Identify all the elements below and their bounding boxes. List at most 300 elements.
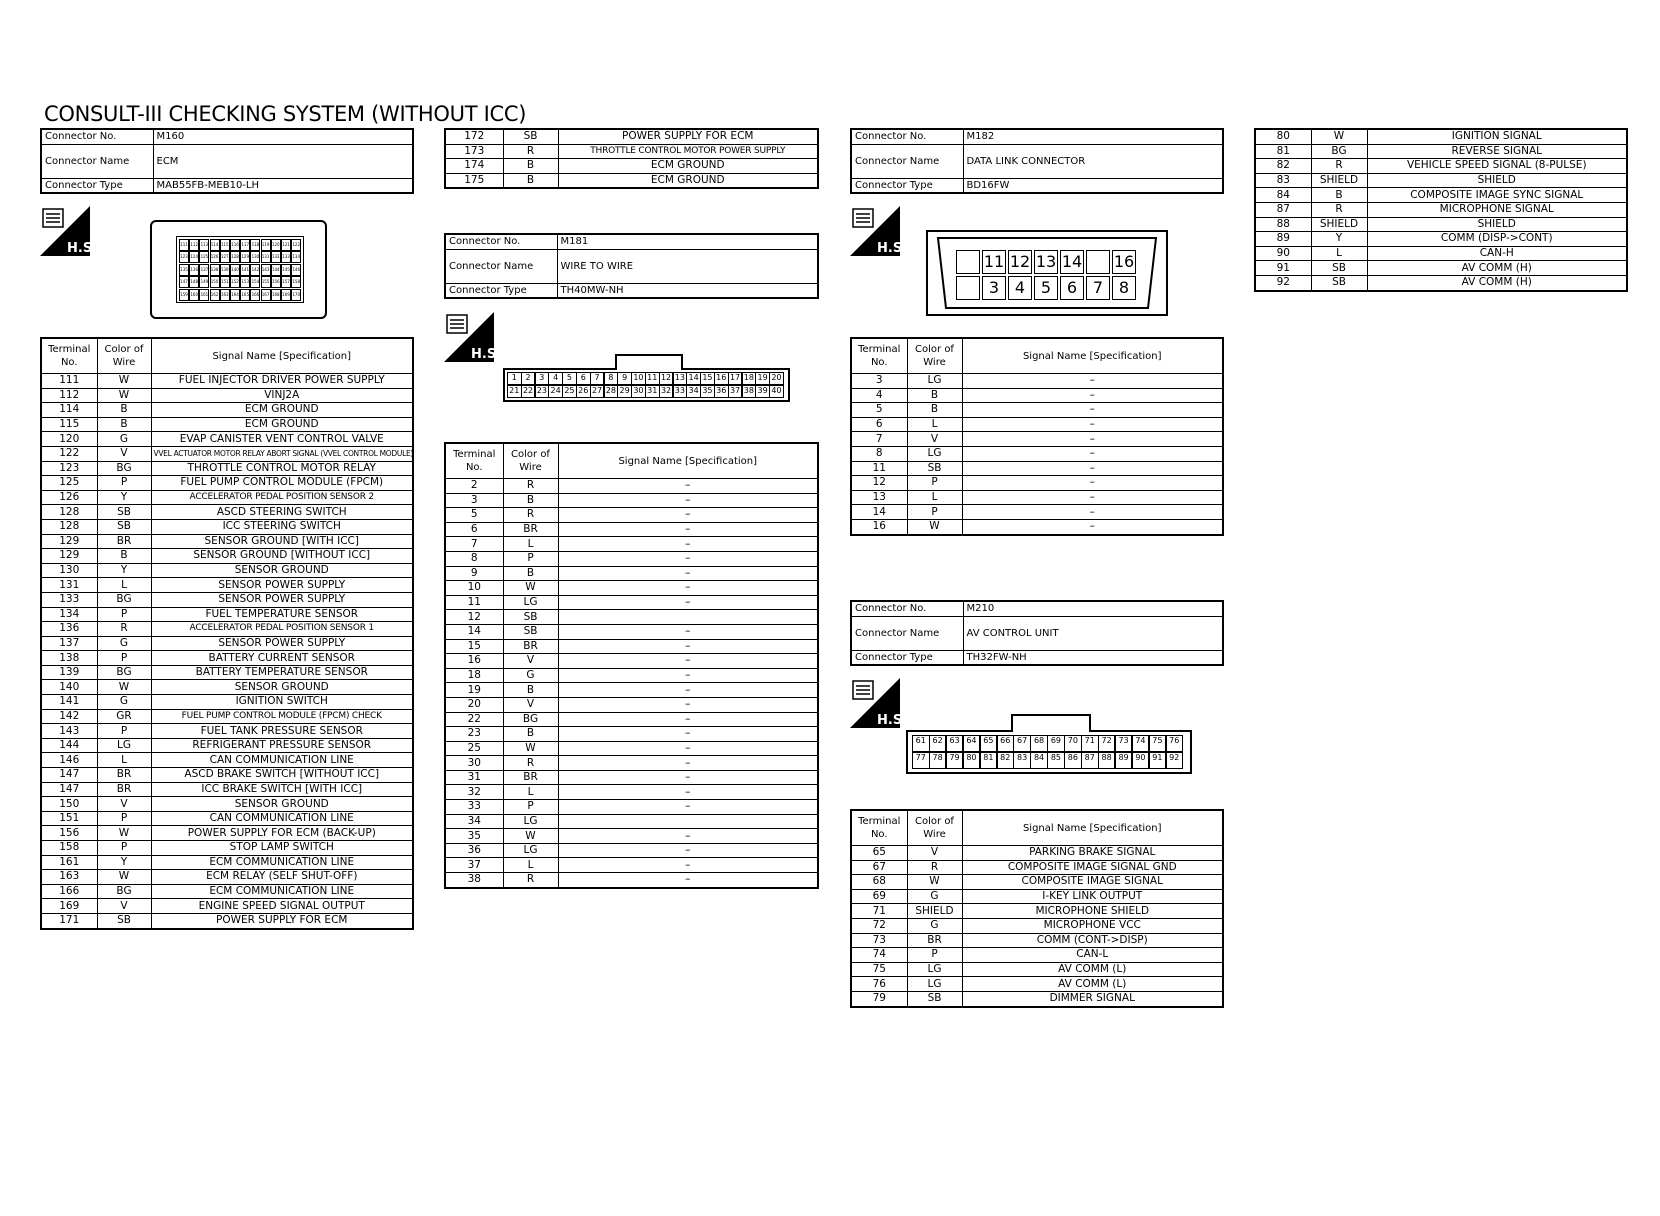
connector-pin: 24 [548,385,563,398]
signal-name-cell: IGNITION SWITCH [151,695,413,710]
connector-pin: 86 [1064,752,1082,769]
signal-name-cell: – [558,843,818,858]
wire-color-cell: P [97,811,151,826]
table-row [41,651,413,666]
wire-color-cell: B [97,549,151,564]
signal-name-cell: VVEL ACTUATOR MOTOR RELAY ABORT SIGNAL (VVEL CONTROL MODULE) [151,446,413,461]
signal-name-cell: FUEL PUMP CONTROL MODULE (FPCM) CHECK [151,709,413,724]
signal-name-cell: – [558,537,818,552]
connector-pin: 129 [240,251,250,263]
terminal-no-cell: 161 [41,855,97,870]
connector-no-value: M181 [557,234,818,249]
terminal-no-cell: 83 [1255,173,1311,188]
terminal-no-cell: 172 [445,129,503,144]
table-row [1255,202,1627,217]
connector-pin: 12 [1008,250,1032,274]
terminal-no-cell: 147 [41,768,97,783]
connector-pin: 26 [576,385,591,398]
wire-color-cell: L [97,578,151,593]
connector-pin: 14 [686,372,701,385]
connector-pin: 12 [659,372,674,385]
table-row [1255,246,1627,261]
connector-pin: 72 [1098,735,1116,752]
wire-color-cell: SB [97,913,151,928]
signal-name-cell: – [558,712,818,727]
signal-name-cell: – [558,508,818,523]
wire-color-cell: BR [97,768,151,783]
signal-name-cell: BATTERY TEMPERATURE SENSOR [151,665,413,680]
table-row [41,417,413,432]
connector-pin: 8 [1112,276,1136,300]
signal-name-cell: THROTTLE CONTROL MOTOR POWER SUPPLY [558,144,818,159]
terminal-no-cell: 14 [445,624,503,639]
signal-name-cell: SENSOR POWER SUPPLY [151,636,413,651]
connector-pin: 114 [210,239,220,251]
connector-name-value: WIRE TO WIRE [557,249,818,283]
table-row [41,782,413,797]
terminal-no-cell: 37 [445,858,503,873]
signal-name-cell: SENSOR GROUND [151,563,413,578]
connector-pin: 21 [507,385,522,398]
terminal-no-header: Terminal No. [445,443,503,479]
signal-name-cell: FUEL PUMP CONTROL MODULE (FPCM) [151,476,413,491]
signal-name-cell: – [558,829,818,844]
table-row [445,159,818,174]
signal-name-cell: – [558,493,818,508]
connector-name-value: AV CONTROL UNIT [963,616,1223,650]
connector-no-label: Connector No. [445,234,557,249]
table-row [445,829,818,844]
connector-pin: 25 [562,385,577,398]
signal-name-cell: CAN COMMUNICATION LINE [151,811,413,826]
m160-continued-table [444,128,819,189]
terminal-no-cell: 3 [445,493,503,508]
wire-color-cell: BG [503,712,558,727]
connector-pin: 140 [230,264,240,276]
wire-color-cell: Y [97,563,151,578]
wire-color-cell: P [97,476,151,491]
table-row [41,476,413,491]
terminal-no-cell: 2 [445,479,503,494]
wire-color-cell: SB [503,624,558,639]
connector-pin: 154 [250,276,260,288]
connector-pin: 2 [521,372,536,385]
table-row [41,578,413,593]
connector-pin: 158 [291,276,301,288]
wire-color-cell: L [97,753,151,768]
table-row [445,610,818,625]
wire-color-cell: LG [907,962,962,977]
terminal-no-cell: 122 [41,446,97,461]
table-row [41,870,413,885]
wire-color-cell: LG [503,814,558,829]
signal-name-cell: SENSOR GROUND [WITH ICC] [151,534,413,549]
table-row [851,860,1223,875]
signal-name-cell: AV COMM (H) [1367,275,1627,290]
table-row [445,639,818,654]
connector-pin: 22 [521,385,536,398]
terminal-no-cell: 120 [41,432,97,447]
wire-color-cell: W [503,829,558,844]
table-row [1255,188,1627,203]
m160-connector-face [150,220,327,319]
terminal-no-cell: 12 [445,610,503,625]
connector-pin: 6 [1060,276,1084,300]
connector-pin: 16 [714,372,729,385]
connector-pin: 83 [1013,752,1031,769]
table-row [445,566,818,581]
signal-name-cell: – [558,785,818,800]
connector-pin [956,276,980,300]
harness-side-icon [850,678,908,728]
connector-no-label: Connector No. [851,601,963,616]
terminal-no-cell: 147 [41,782,97,797]
connector-pin: 35 [700,385,715,398]
wire-color-cell: R [503,756,558,771]
signal-name-cell: IGNITION SIGNAL [1367,129,1627,144]
table-row [851,403,1223,418]
table-row [445,551,818,566]
connector-type-label: Connector Type [851,178,963,193]
terminal-no-cell: 7 [445,537,503,552]
connector-pin: 40 [769,385,784,398]
wire-color-cell: L [503,785,558,800]
wire-color-cell: R [503,873,558,888]
terminal-no-cell: 20 [445,697,503,712]
wire-color-cell: W [907,519,962,534]
table-row [41,534,413,549]
signal-name-cell: – [962,432,1223,447]
connector-pin: 3 [982,276,1006,300]
table-row [1255,144,1627,159]
m210-info-table [850,600,1224,666]
terminal-no-cell: 7 [851,432,907,447]
table-row [41,388,413,403]
connector-name-label: Connector Name [41,144,153,178]
terminal-no-cell: 151 [41,811,97,826]
wire-color-cell: W [907,875,962,890]
connector-pin: 112 [189,239,199,251]
wire-color-cell: SHIELD [907,904,962,919]
harness-side-icon [850,206,908,256]
connector-pin: 162 [210,289,220,301]
wire-color-cell: R [1311,202,1367,217]
terminal-no-cell: 72 [851,918,907,933]
connector-pin: 76 [1166,735,1184,752]
wire-color-cell: L [907,417,962,432]
connector-pin: 66 [997,735,1015,752]
terminal-no-cell: 89 [1255,232,1311,247]
table-row [41,622,413,637]
connector-pin: 116 [230,239,240,251]
signal-name-cell: FUEL INJECTOR DRIVER POWER SUPPLY [151,374,413,389]
connector-pin: 13 [1034,250,1058,274]
connector-pin: 65 [980,735,998,752]
connector-pin: 113 [199,239,209,251]
page-title: CONSULT-III CHECKING SYSTEM (WITHOUT ICC) [44,102,527,126]
signal-name-cell: – [558,595,818,610]
signal-name-cell: SENSOR POWER SUPPLY [151,578,413,593]
wire-color-cell: R [503,508,558,523]
table-row [41,724,413,739]
terminal-no-cell: 33 [445,800,503,815]
connector-pin: 155 [261,276,271,288]
signal-name-cell: SENSOR GROUND [151,680,413,695]
connector-pin: 38 [742,385,757,398]
connector-pin: 163 [220,289,230,301]
connector-pin: 9 [617,372,632,385]
wire-color-cell: BG [97,665,151,680]
connector-pin: 89 [1115,752,1133,769]
connector-pin: 69 [1047,735,1065,752]
table-row [41,549,413,564]
signal-name-cell: COMPOSITE IMAGE SIGNAL GND [962,860,1223,875]
hs-label: H.S. [877,241,908,256]
signal-name-cell: ICC BRAKE SWITCH [WITH ICC] [151,782,413,797]
table-row [41,826,413,841]
connector-no-label: Connector No. [41,129,153,144]
terminal-no-cell: 128 [41,505,97,520]
signal-name-cell: – [558,873,818,888]
terminal-no-cell: 68 [851,875,907,890]
connector-pin: 11 [982,250,1006,274]
signal-name-cell: CAN-H [1367,246,1627,261]
signal-name-cell: PARKING BRAKE SIGNAL [962,846,1223,861]
wire-color-cell: B [503,683,558,698]
signal-name-cell: – [962,374,1223,389]
wire-color-cell: BR [97,782,151,797]
signal-name-cell: – [558,756,818,771]
connector-pin: 156 [271,276,281,288]
table-row [41,592,413,607]
signal-name-cell [558,814,818,829]
wire-color-cell: V [907,432,962,447]
terminal-no-cell: 123 [41,461,97,476]
connector-pin: 84 [1030,752,1048,769]
table-row [445,624,818,639]
wire-color-cell: B [97,403,151,418]
hs-label: H.S. [877,713,908,728]
table-row [445,858,818,873]
table-row [445,712,818,727]
signal-name-cell: COMPOSITE IMAGE SIGNAL [962,875,1223,890]
signal-name-cell: ASCD BRAKE SWITCH [WITHOUT ICC] [151,768,413,783]
wire-color-cell: SHIELD [1311,173,1367,188]
connector-pin: 149 [199,276,209,288]
connector-pin: 19 [755,372,770,385]
terminal-no-cell: 25 [445,741,503,756]
terminal-no-cell: 92 [1255,275,1311,290]
table-row [41,855,413,870]
wire-color-cell: W [97,680,151,695]
terminal-no-cell: 173 [445,144,503,159]
connector-pin: 77 [912,752,930,769]
signal-name-cell: – [962,505,1223,520]
connector-pin: 37 [728,385,743,398]
m182-connector-face [926,230,1168,316]
signal-name-cell: REFRIGERANT PRESSURE SENSOR [151,738,413,753]
wire-color-cell: R [503,144,558,159]
connector-pin: 91 [1149,752,1167,769]
signal-name-cell: – [558,770,818,785]
connector-pin: 14 [1060,250,1084,274]
table-row [41,665,413,680]
signal-name-header: Signal Name [Specification] [962,338,1223,374]
signal-name-cell: – [558,668,818,683]
m182-info-table [850,128,1224,194]
terminal-no-cell: 80 [1255,129,1311,144]
table-row [445,479,818,494]
wire-color-cell: P [503,800,558,815]
connector-pin: 121 [281,239,291,251]
table-row [41,884,413,899]
terminal-no-cell: 144 [41,738,97,753]
signal-name-cell: REVERSE SIGNAL [1367,144,1627,159]
terminal-no-cell: 36 [445,843,503,858]
connector-no-value: M182 [963,129,1223,144]
terminal-no-cell: 136 [41,622,97,637]
terminal-no-cell: 134 [41,607,97,622]
signal-name-cell: – [558,522,818,537]
wire-color-cell: Y [97,490,151,505]
wire-color-cell: R [97,622,151,637]
connector-pin: 82 [997,752,1015,769]
table-row [41,432,413,447]
signal-name-cell: MICROPHONE VCC [962,918,1223,933]
connector-pin: 39 [755,385,770,398]
connector-pin: 62 [929,735,947,752]
terminal-no-cell: 75 [851,962,907,977]
connector-pin: 63 [946,735,964,752]
table-row [41,738,413,753]
terminal-no-cell: 13 [851,490,907,505]
table-row [445,843,818,858]
wire-color-cell: P [97,841,151,856]
table-row [445,697,818,712]
wire-color-cell: G [97,636,151,651]
terminal-no-cell: 174 [445,159,503,174]
connector-pin: 164 [230,289,240,301]
wire-color-cell: SB [907,461,962,476]
terminal-no-cell: 81 [1255,144,1311,159]
signal-name-cell: ECM GROUND [151,417,413,432]
terminal-no-cell: 125 [41,476,97,491]
wire-color-cell: BG [97,592,151,607]
signal-name-cell: ASCD STEERING SWITCH [151,505,413,520]
table-row [41,519,413,534]
terminal-no-cell: 115 [41,417,97,432]
hs-label: H.S. [67,241,98,256]
terminal-no-cell: 16 [445,654,503,669]
wire-color-cell: B [97,417,151,432]
table-row [445,508,818,523]
wire-color-cell: LG [907,446,962,461]
table-row [445,668,818,683]
connector-pin: 159 [179,289,189,301]
wire-color-cell: V [503,697,558,712]
connector-pin: 30 [631,385,646,398]
wire-color-cell: BR [907,933,962,948]
signal-name-cell: ECM RELAY (SELF SHUT-OFF) [151,870,413,885]
terminal-no-cell: 11 [851,461,907,476]
wire-color-cell: G [503,668,558,683]
terminal-no-cell: 112 [41,388,97,403]
wire-color-cell: LG [503,595,558,610]
connector-pin: 133 [281,251,291,263]
wire-color-cell: P [97,651,151,666]
terminal-no-cell: 67 [851,860,907,875]
signal-name-cell: BATTERY CURRENT SENSOR [151,651,413,666]
connector-pin: 118 [250,239,260,251]
signal-name-cell: AV COMM (L) [962,977,1223,992]
terminal-no-cell: 65 [851,846,907,861]
connector-pin [1086,250,1110,274]
terminal-no-cell: 139 [41,665,97,680]
terminal-no-cell: 146 [41,753,97,768]
connector-pin: 90 [1132,752,1150,769]
terminal-no-cell: 140 [41,680,97,695]
connector-pin: 115 [220,239,230,251]
terminal-no-cell: 34 [445,814,503,829]
connector-pin: 75 [1149,735,1167,752]
wire-color-cell: W [97,826,151,841]
connector-pin: 81 [980,752,998,769]
wire-color-cell: SHIELD [1311,217,1367,232]
connector-pin: 168 [271,289,281,301]
connector-pin: 3 [535,372,550,385]
wire-color-cell: L [503,858,558,873]
connector-pin: 88 [1098,752,1116,769]
signal-name-cell: COMPOSITE IMAGE SYNC SIGNAL [1367,188,1627,203]
table-row [1255,261,1627,276]
table-row [851,918,1223,933]
signal-name-cell: SENSOR GROUND [151,797,413,812]
connector-pin [956,250,980,274]
table-row [851,505,1223,520]
wire-color-cell: W [503,581,558,596]
signal-name-cell: CAN COMMUNICATION LINE [151,753,413,768]
connector-pin: 169 [281,289,291,301]
table-row [41,636,413,651]
wire-color-cell: B [907,403,962,418]
wire-color-cell: SB [97,505,151,520]
color-of-wire-header: Color of Wire [907,810,962,846]
terminal-no-cell: 3 [851,374,907,389]
signal-name-cell: CAN-L [962,948,1223,963]
terminal-no-cell: 138 [41,651,97,666]
table-row [851,432,1223,447]
terminal-no-cell: 137 [41,636,97,651]
terminal-no-cell: 150 [41,797,97,812]
terminal-no-cell: 9 [445,566,503,581]
wire-color-cell: V [907,846,962,861]
signal-name-cell: MICROPHONE SIGNAL [1367,202,1627,217]
signal-name-header: Signal Name [Specification] [962,810,1223,846]
signal-name-cell: – [962,446,1223,461]
terminal-no-cell: 30 [445,756,503,771]
connector-pin: 8 [604,372,619,385]
connector-pin: 139 [220,264,230,276]
m210-connector-face [906,730,1192,774]
signal-name-cell: – [962,403,1223,418]
table-row [445,537,818,552]
connector-pin: 145 [281,264,291,276]
signal-name-cell: – [558,697,818,712]
signal-name-cell: ECM GROUND [558,159,818,174]
wire-color-cell: BR [503,639,558,654]
terminal-no-cell: 32 [445,785,503,800]
terminal-no-cell: 129 [41,534,97,549]
